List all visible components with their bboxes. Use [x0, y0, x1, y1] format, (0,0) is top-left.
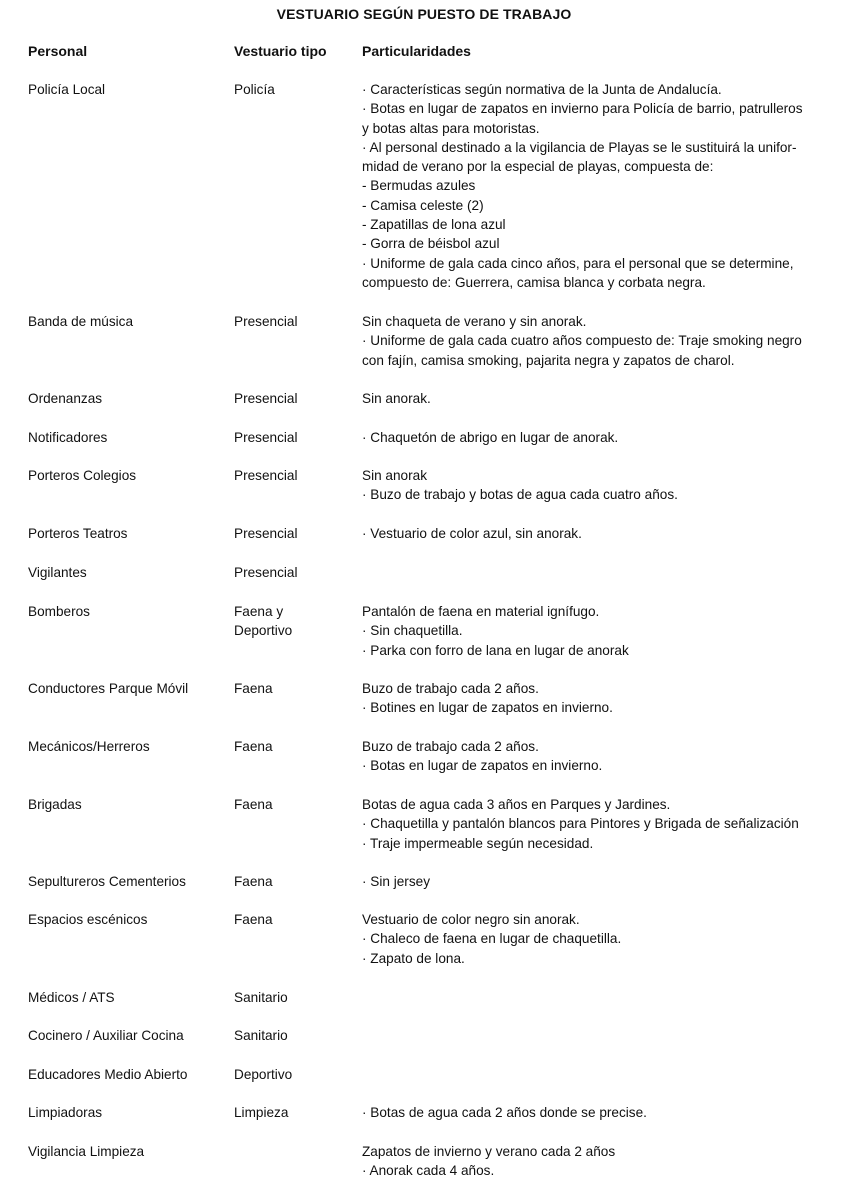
particularidad-line: · Botas de agua cada 2 años donde se precise.: [362, 1105, 647, 1120]
cell-particularidades: [362, 1103, 814, 1122]
cell-vestuario-tipo: [234, 679, 354, 698]
particularidad-line: Vestuario de color negro sin anorak.: [362, 912, 580, 927]
cell-particularidades: [362, 872, 814, 891]
cell-particularidades: [362, 602, 814, 660]
cell-personal: Espacios escénicos: [28, 912, 148, 927]
cell-vestuario-tipo: [234, 737, 354, 756]
vestuario-tipo-line: Faena: [234, 797, 273, 812]
column-header-personal: Personal: [28, 43, 88, 59]
particularidad-line: · Botas en lugar de zapatos en invierno para Policía de barrio, patrulleros: [362, 101, 803, 117]
particularidad-line: · Traje impermeable según necesidad.: [362, 835, 594, 851]
particularidad-line: midad de verano por la especial de playas, compuesta de:: [362, 159, 714, 175]
cell-particularidades: [362, 428, 814, 447]
vestuario-tipo-line: Presencial: [234, 526, 298, 541]
cell-vestuario-tipo: [234, 312, 354, 331]
cell-particularidades: [362, 737, 814, 776]
particularidad-line: compuesto de: Guerrera, camisa blanca y corbata negra.: [362, 274, 706, 290]
particularidad-line: · Sin chaquetilla.: [362, 623, 463, 639]
cell-particularidades: [362, 466, 814, 505]
cell-personal: Porteros Teatros: [28, 526, 128, 541]
cell-personal: Notificadores: [28, 430, 108, 445]
cell-personal: Vigilancia Limpieza: [28, 1144, 145, 1159]
column-header-particularidades: Particularidades: [362, 43, 471, 59]
particularidad-line: · Sin jersey: [362, 874, 430, 889]
particularidad-line: · Buzo de trabajo y botas de agua cada cuatro años.: [362, 487, 678, 503]
cell-personal: Cocinero / Auxiliar Cocina: [28, 1028, 184, 1043]
cell-particularidades: [362, 910, 814, 968]
cell-personal: Vigilantes: [28, 565, 87, 580]
particularidad-line: y botas altas para motoristas.: [362, 120, 540, 136]
cell-personal: Ordenanzas: [28, 391, 103, 406]
cell-particularidades: [362, 389, 814, 408]
particularidad-line: Buzo de trabajo cada 2 años.: [362, 681, 539, 696]
cell-vestuario-tipo: [234, 563, 354, 582]
particularidad-line: · Zapato de lona.: [362, 950, 465, 966]
cell-personal: Bomberos: [28, 604, 90, 619]
cell-personal: Conductores Parque Móvil: [28, 681, 189, 696]
cell-vestuario-tipo: [234, 1065, 354, 1084]
vestuario-tipo-line: Presencial: [234, 430, 298, 445]
vestuario-tipo-line: Presencial: [234, 314, 298, 329]
particularidad-line: · Al personal destinado a la vigilancia de Playas se le sustituirá la unifor-: [362, 139, 797, 155]
vestuario-tipo-line: Deportivo: [234, 623, 293, 639]
cell-particularidades: [362, 312, 814, 370]
cell-particularidades: [362, 80, 814, 292]
cell-personal: Policía Local: [28, 82, 106, 97]
vestuario-tipo-line: Presencial: [234, 468, 298, 483]
vestuario-tipo-line: Presencial: [234, 565, 298, 580]
particularidad-line: Sin chaqueta de verano y sin anorak.: [362, 314, 587, 329]
particularidad-line: · Chaleco de faena en lugar de chaquetilla.: [362, 931, 622, 947]
particularidad-line: · Parka con forro de lana en lugar de anorak: [362, 642, 629, 658]
vestuario-tipo-line: Sanitario: [234, 1028, 288, 1043]
vestuario-tipo-line: Limpieza: [234, 1105, 289, 1120]
particularidad-line: - Bermudas azules: [362, 178, 476, 194]
cell-personal: Educadores Medio Abierto: [28, 1067, 188, 1082]
cell-vestuario-tipo: [234, 795, 354, 814]
cell-vestuario-tipo: [234, 910, 354, 929]
vestuario-tipo-line: Faena: [234, 739, 273, 754]
cell-personal: Médicos / ATS: [28, 990, 115, 1005]
particularidad-line: Sin anorak: [362, 468, 427, 483]
cell-personal: Sepultureros Cementerios: [28, 874, 186, 889]
vestuario-tipo-line: Presencial: [234, 391, 298, 406]
cell-particularidades: [362, 1142, 814, 1181]
particularidad-line: Buzo de trabajo cada 2 años.: [362, 739, 539, 754]
particularidad-line: · Uniforme de gala cada cuatro años compuesto de: Traje smoking negro: [362, 333, 802, 349]
particularidad-line: - Camisa celeste (2): [362, 197, 484, 213]
vestuario-tipo-line: Faena y: [234, 604, 284, 619]
cell-vestuario-tipo: [234, 80, 354, 99]
cell-personal: Brigadas: [28, 797, 82, 812]
particularidad-line: Pantalón de faena en material ignífugo.: [362, 604, 600, 619]
vestuario-tipo-line: Faena: [234, 681, 273, 696]
cell-particularidades: [362, 679, 814, 718]
cell-vestuario-tipo: [234, 872, 354, 891]
vestuario-tipo-line: Faena: [234, 874, 273, 889]
particularidad-line: · Botines en lugar de zapatos en invierno.: [362, 700, 613, 716]
particularidad-line: · Botas en lugar de zapatos en invierno.: [362, 758, 603, 774]
column-header-vestuario-tipo: Vestuario tipo: [234, 43, 327, 59]
particularidad-line: Zapatos de invierno y verano cada 2 años: [362, 1144, 616, 1159]
particularidad-line: · Vestuario de color azul, sin anorak.: [362, 526, 582, 541]
cell-particularidades: [362, 524, 814, 543]
particularidad-line: Botas de agua cada 3 años en Parques y Jardines.: [362, 797, 671, 812]
cell-personal: Banda de música: [28, 314, 134, 329]
particularidad-line: con fajín, camisa smoking, pajarita negra y zapatos de charol.: [362, 352, 735, 368]
page-title: VESTUARIO SEGÚN PUESTO DE TRABAJO: [276, 6, 572, 22]
cell-vestuario-tipo: [234, 524, 354, 543]
particularidad-line: · Anorak cada 4 años.: [362, 1163, 495, 1179]
cell-personal: Mecánicos/Herreros: [28, 739, 150, 754]
cell-vestuario-tipo: [234, 1103, 354, 1122]
cell-vestuario-tipo: [234, 1026, 354, 1045]
particularidad-line: - Gorra de béisbol azul: [362, 236, 500, 252]
particularidad-line: · Chaquetilla y pantalón blancos para Pintores y Brigada de señalización: [362, 816, 799, 832]
cell-vestuario-tipo: [234, 988, 354, 1007]
particularidad-line: Sin anorak.: [362, 391, 431, 406]
particularidad-line: · Uniforme de gala cada cinco años, para el personal que se determine,: [362, 255, 794, 271]
vestuario-tipo-line: Policía: [234, 82, 275, 97]
particularidad-line: · Chaquetón de abrigo en lugar de anorak.: [362, 430, 619, 445]
cell-vestuario-tipo: [234, 602, 354, 641]
vestuario-tipo-line: Deportivo: [234, 1067, 293, 1082]
cell-vestuario-tipo: [234, 389, 354, 408]
vestuario-tipo-line: Sanitario: [234, 990, 288, 1005]
vestuario-tipo-line: Faena: [234, 912, 273, 927]
cell-particularidades: [362, 795, 814, 853]
cell-vestuario-tipo: [234, 428, 354, 447]
cell-vestuario-tipo: [234, 466, 354, 485]
particularidad-line: - Zapatillas de lona azul: [362, 217, 506, 233]
particularidad-line: · Características según normativa de la Junta de Andalucía.: [362, 82, 722, 97]
cell-personal: Porteros Colegios: [28, 468, 137, 483]
cell-personal: Limpiadoras: [28, 1105, 103, 1120]
